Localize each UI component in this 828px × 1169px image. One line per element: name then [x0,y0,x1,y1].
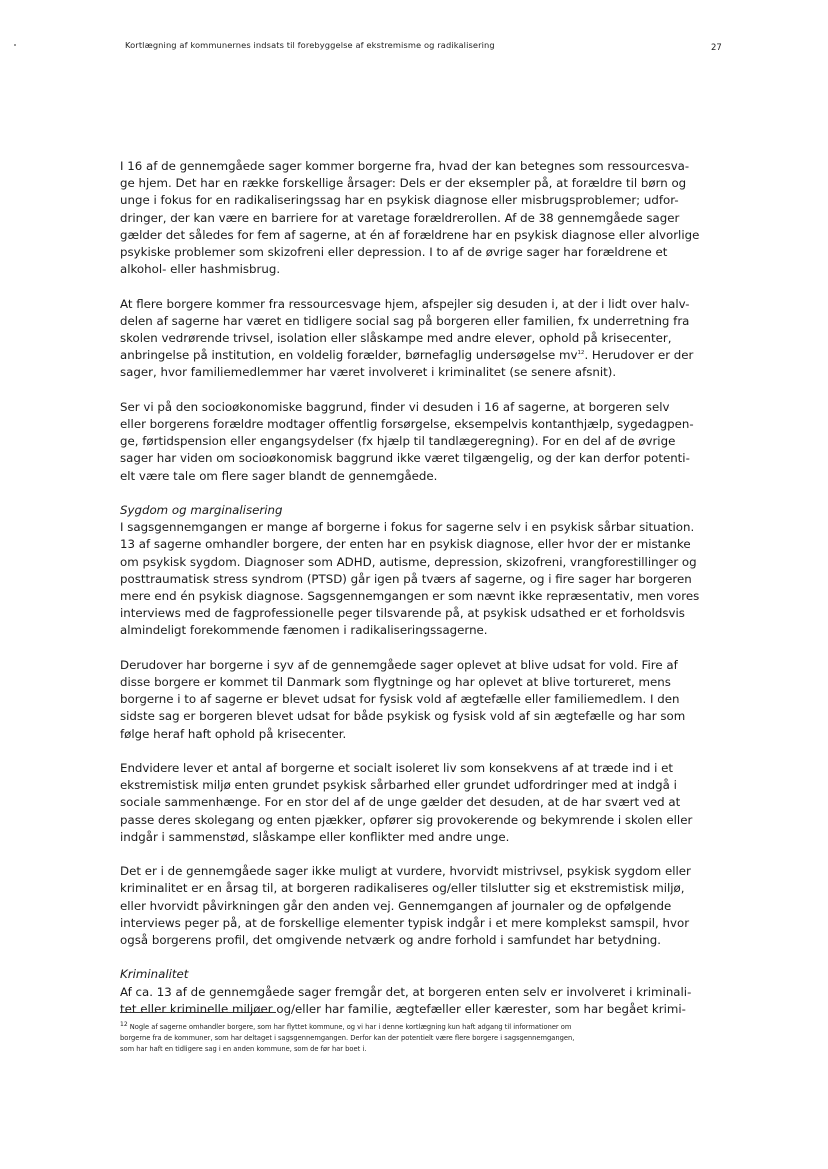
footnote [120,1022,732,1055]
text-line: I sagsgennemgangen er mange af borgerne i fokus for sagerne selv i en psykisk sårbar situation. [120,520,695,535]
paragraph-4 [120,502,730,640]
text-line: psykiske problemer som skizofreni eller depression. I to af de øvrige sager har forældrene et [120,245,668,260]
text-line: om psykisk sygdom. Diagnoser som ADHD, autisme, depression, skizofreni, vrangforestillinger og [120,554,697,569]
text-line: sociale sammenhænge. For en stor del af de unge gælder det desuden, at de har svært ved at [120,795,681,810]
text-line: tet eller kriminelle miljøer og/eller har familie, ægtefæller eller kærester, som har begået krimi- [120,1001,686,1016]
text-line: ge, førtidspension eller engangsydelser (fx hjælp til tandlægeregning). For en del af de øvrige [120,434,676,449]
text-line: dringer, der kan være en barriere for at varetage forældrerollen. Af de 38 gennemgåede sager [120,210,680,225]
text-line: Af ca. 13 af de gennemgåede sager fremgår det, at borgeren enten selv er involveret i kriminali- [120,984,692,999]
paragraph-5 [120,657,730,743]
text-line: sager, hvor familiemedlemmer har været involveret i kriminalitet (se senere afsnit). [120,365,617,380]
text-line: borgerne i to af sagerne er blevet udsat for fysisk vold af ægtefælle eller familiemedlem. I den [120,692,680,707]
section-heading-sygdom: Sygdom og marginalisering [120,503,283,518]
page-number: 27 [711,43,722,53]
footnote-line: som har haft en tidligere sag i en anden kommune, som de før har boet i. [120,1045,367,1053]
text-line: Det er i de gennemgåede sager ikke muligt at vurdere, hvorvidt mistrivsel, psykisk sygdom eller [120,864,691,879]
text-line: sager har viden om socioøkonomisk baggrund ikke været tilgængelig, og der kan derfor potenti- [120,451,690,466]
text-line: I 16 af de gennemgåede sager kommer borgerne fra, hvad der kan betegnes som ressourcesva- [120,159,690,173]
footnote-line: borgerne fra de kommuner, som har deltaget i sagsgennemgangen. Derfor kan der potentielt være flere borgere i sagsgennemgangen, [120,1034,575,1042]
paragraph-6 [120,760,730,846]
text-line: almindeligt forekommende fænomen i radikaliseringssagerne. [120,623,488,638]
text-line: elt være tale om flere sager blandt de gennemgåede. [120,468,438,483]
section-heading-kriminalitet: Kriminalitet [120,967,189,982]
footnote-reference: 12 [577,350,585,357]
paragraph-1 [120,158,730,278]
text-line: Ser vi på den socioøkonomiske baggrund, finder vi desuden i 16 af sagerne, at borgeren selv [120,399,670,414]
text-line: eller hvorvidt påvirkningen går den anden vej. Gennemgangen af journaler og de opfølgende [120,898,672,913]
footnote-line [120,1022,732,1033]
text-line: delen af sagerne har været en tidligere social sag på borgeren eller familien, fx underretning fra [120,313,690,328]
text-line: gælder det således for fem af sagerne, at én af forældrene har en psykisk diagnose eller alvorlige [120,227,700,242]
text-line: alkohol- eller hashmisbrug. [120,262,281,277]
footnote-number: 12 [120,1020,128,1028]
paragraph-8 [120,966,730,1018]
text-line: mere end én psykisk diagnose. Sagsgennemgangen er som nævnt ikke repræsentativ, men vores [120,589,700,604]
paragraph-7 [120,863,730,949]
paragraph-2 [120,296,730,382]
text-line: disse borgere er kommet til Danmark som flygtninge og har oplevet at blive tortureret, mens [120,675,671,690]
text-line: interviews med de fagprofessionelle peger tilsvarende på, at psykisk udsathed er et forholdsvis [120,606,685,621]
footnote-text: Nogle af sagerne omhandler borgere, som har flyttet kommune, og vi har i denne kortlægning kun haft adgang til informationer om [129,1023,572,1031]
body-text [120,158,730,1035]
text-line: skolen vedrørende trivsel, isolation eller slåskampe med andre elever, ophold på krisecenter, [120,331,672,346]
text-line: posttraumatisk stress syndrom (PTSD) går igen på tværs af sagerne, og i fire sager har borgeren [120,571,692,586]
text-line: kriminalitet er en årsag til, at borgeren radikaliseres og/eller tilslutter sig et ekstremistisk miljø, [120,881,685,896]
text-line: eller borgerens forældre modtager offentlig forsørgelse, eksempelvis kontanthjælp, sygedagpen- [120,417,694,432]
text-line: følge heraf haft ophold på krisecenter. [120,726,347,741]
text-line: sidste sag er borgeren blevet udsat for både psykisk og fysisk vold af sin ægtefælle og har som [120,709,686,724]
text-line: indgår i sammenstød, slåskampe eller konflikter med andre unge. [120,829,510,844]
text-line: At flere borgere kommer fra ressourcesvage hjem, afspejler sig desuden i, at der i lidt over halv- [120,296,690,311]
text-line: 13 af sagerne omhandler borgere, der enten har en psykisk diagnose, eller hvor der er mistanke [120,537,691,552]
text-line: unge i fokus for en radikaliseringssag har en psykisk diagnose eller misbrugsproblemer; udfor- [120,193,679,208]
footnote-divider [120,1012,276,1013]
text-line: ge hjem. Det har en række forskellige årsager: Dels er der eksempler på, at forældre til børn og [120,176,687,191]
text-line: Derudover har borgerne i syv af de gennemgåede sager oplevet at blive udsat for vold. Fire af [120,657,678,672]
text-line: ekstremistisk miljø enten grundet psykisk sårbarhed eller grundet udfordringer med at indgå i [120,778,677,793]
text-line-with-footnote [120,347,730,364]
text-segment: . Herudover er der [584,348,694,363]
text-line: interviews peger på, at de forskellige elementer typisk indgår i et mere komplekst samspil, hvor [120,915,690,930]
scan-speck [14,44,16,46]
paragraph-3 [120,399,730,485]
text-line: Endvidere lever et antal af borgerne et socialt isoleret liv som konsekvens af at træde ind i et [120,761,674,776]
text-line: passe deres skolegang og enten pjækker, opfører sig provokerende og bekymrende i skolen eller [120,812,693,827]
running-header: Kortlægning af kommunernes indsats til forebyggelse af ekstremisme og radikalisering [125,40,495,50]
text-segment: anbringelse på institution, en voldelig forælder, børnefaglig undersøgelse mv [120,348,578,363]
text-line: også borgerens profil, det omgivende netværk og andre forhold i samfundet har betydning. [120,933,662,948]
